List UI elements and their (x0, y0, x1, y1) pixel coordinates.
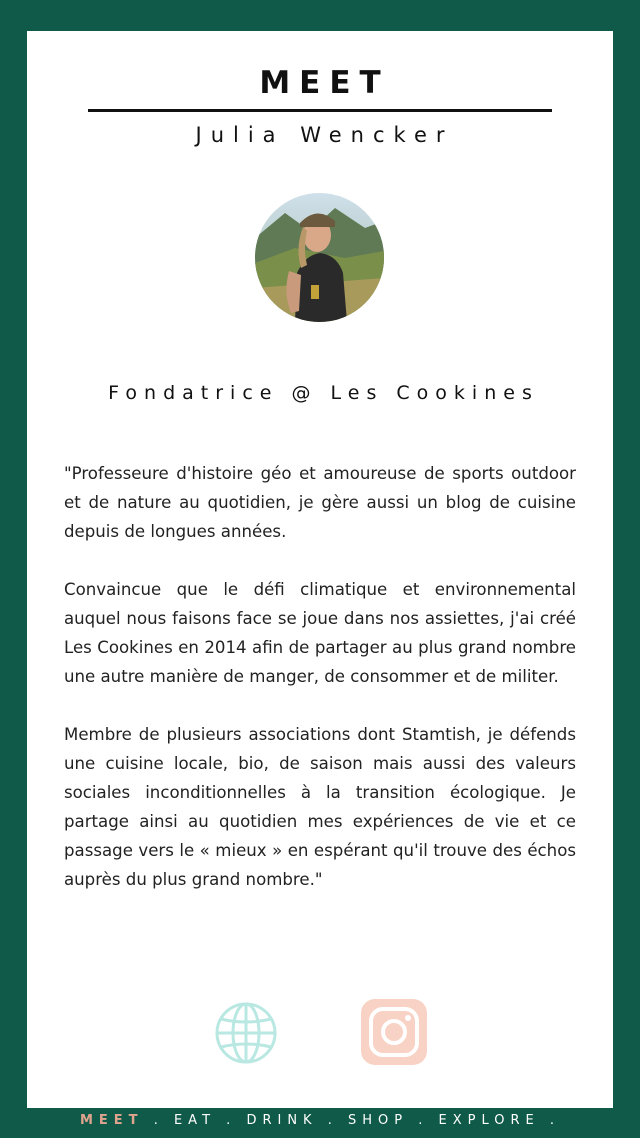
role-title: Fondatrice @ Les Cookines (108, 382, 539, 404)
nav-separator: . (226, 1113, 237, 1128)
avatar-photo (255, 193, 384, 322)
nav-separator: . (549, 1113, 561, 1128)
social-links (27, 999, 613, 1065)
footer-navigation (0, 1113, 640, 1135)
bio-paragraph: Membre de plusieurs associations dont Stamtish, je défends une cuisine locale, bio, de saison mais aussi des valeurs sociales inconditionnelles à la transition écologique. Je partage ainsi au quotidien mes expériences de vie et ce passage vers le « mieux » en espérant qu'il trouve des échos auprès du plus grand nombre." (64, 725, 576, 889)
profile-card (27, 31, 613, 1108)
bio-paragraph: "Professeure d'histoire géo et amoureuse de sports outdoor et de nature au quotidien, je gère aussi un blog de cuisine depuis de longues années. (64, 464, 576, 541)
nav-separator: . (418, 1113, 429, 1128)
nav-separator: . (327, 1113, 338, 1128)
nav-item-drink[interactable]: DRINK (246, 1113, 318, 1128)
bio-paragraph: Convaincue que le défi climatique et environnemental auquel nous faisons face se joue dans nos assiettes, j'ai créé Les Cookines en 2014 afin de partager au plus grand nombre une autre manière de manger, de consommer et de militer. (64, 580, 576, 686)
nav-separator: . (153, 1113, 164, 1128)
person-name: Julia Wencker (195, 123, 454, 147)
nav-item-explore[interactable]: EXPLORE (438, 1113, 540, 1128)
nav-item-eat[interactable]: EAT (173, 1113, 217, 1128)
page-title: MEET (259, 65, 390, 101)
bio-text (64, 459, 576, 923)
nav-item-shop[interactable]: SHOP (348, 1113, 409, 1128)
title-divider (88, 109, 552, 112)
instagram-icon[interactable] (361, 999, 427, 1065)
avatar (255, 193, 384, 322)
nav-item-meet[interactable]: MEET (79, 1113, 144, 1128)
globe-icon[interactable] (214, 1001, 278, 1065)
